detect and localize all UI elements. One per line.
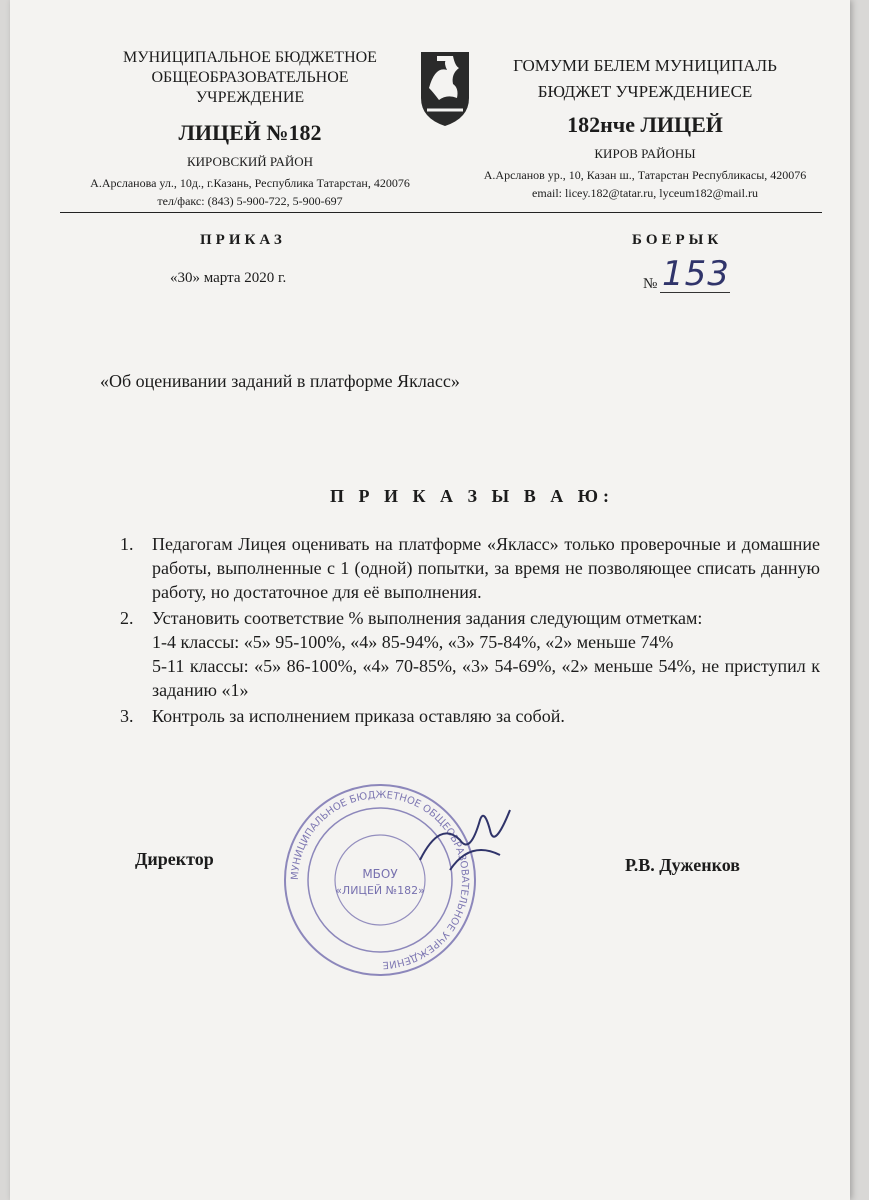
order-items bbox=[120, 532, 820, 730]
header-right bbox=[450, 56, 840, 202]
stamp-outer-text: МУНИЦИПАЛЬНОЕ БЮДЖЕТНОЕ ОБЩЕОБРАЗОВАТЕЛЬНОЕ УЧРЕЖДЕНИЕ bbox=[289, 789, 471, 971]
header-divider bbox=[60, 212, 822, 213]
order-number-handwritten: 153 bbox=[662, 254, 730, 294]
address-ru: А.Арсланова ул., 10д., г.Казань, Республика Татарстан, 420076 bbox=[90, 176, 410, 190]
header-left bbox=[60, 48, 440, 210]
header-left-line3: УЧРЕЖДЕНИЕ bbox=[195, 89, 305, 106]
item-number: 1. bbox=[120, 534, 134, 554]
grades-1-4: 1-4 классы: «5» 95-100%, «4» 85-94%, «3» 75-84%, «2» меньше 74% bbox=[152, 632, 674, 652]
header-right-line2: БЮДЖЕТ УЧРЕЖДЕНИЕСЕ bbox=[537, 82, 753, 101]
item-text: Установить соответствие % выполнения задания следующим отметкам: bbox=[152, 608, 703, 628]
document-page bbox=[10, 0, 850, 1200]
director-name: Р.В. Дуженков bbox=[625, 855, 740, 875]
lyceum-name-ru: ЛИЦЕЙ №182 bbox=[178, 120, 322, 145]
list-item bbox=[120, 704, 820, 728]
stamp-center-1: МБОУ bbox=[362, 867, 398, 881]
order-subject: «Об оценивании заданий в платформе Якласс» bbox=[100, 371, 460, 391]
director-signature bbox=[410, 800, 520, 890]
stamp-center-2: «ЛИЦЕЙ №182» bbox=[335, 884, 425, 897]
address-tt: А.Арсланов ур., 10, Казан ш., Татарстан Республикасы, 420076 bbox=[483, 168, 807, 182]
header-left-line1: МУНИЦИПАЛЬНОЕ БЮДЖЕТНОЕ bbox=[123, 49, 377, 66]
item-text: Контроль за исполнением приказа оставляю за собой. bbox=[152, 706, 565, 726]
order-title-tt: БОЕРЫК bbox=[632, 232, 723, 248]
header-left-line2: ОБЩЕОБРАЗОВАТЕЛЬНОЕ bbox=[151, 69, 349, 86]
district-ru: КИРОВСКИЙ РАЙОН bbox=[187, 154, 313, 169]
email: email: licey.182@tatar.ru, lyceum182@mail.ru bbox=[532, 186, 758, 200]
orders-heading: П Р И К А З Ы В А Ю: bbox=[330, 486, 614, 506]
phone: тел/факс: (843) 5-900-722, 5-900-697 bbox=[157, 194, 343, 208]
grades-5-11: 5-11 классы: «5» 86-100%, «4» 70-85%, «3» 54-69%, «2» меньше 54%, не приступил к заданию «1» bbox=[152, 656, 820, 700]
item-text: Педагогам Лицея оценивать на платформе «Якласс» только проверочные и домашние работы, выполненные с 1 (одной) попытки, за время не позволяющее списать данную работу, но достаточное для её выполнения. bbox=[152, 534, 820, 602]
lyceum-name-tt: 182нче ЛИЦЕЙ bbox=[567, 112, 723, 137]
list-item bbox=[120, 606, 820, 702]
header-right-line1: ГОМУМИ БЕЛЕМ МУНИЦИПАЛЬ bbox=[513, 56, 777, 75]
district-tt: КИРОВ РАЙОНЫ bbox=[594, 146, 696, 161]
director-label: Директор bbox=[135, 849, 214, 869]
order-date: «30» марта 2020 г. bbox=[170, 270, 287, 286]
order-title-ru: ПРИКАЗ bbox=[200, 232, 286, 248]
item-number: 2. bbox=[120, 608, 134, 628]
list-item bbox=[120, 532, 820, 604]
order-number-label: № bbox=[643, 276, 658, 292]
order-number-line bbox=[660, 292, 730, 293]
item-number: 3. bbox=[120, 706, 134, 726]
